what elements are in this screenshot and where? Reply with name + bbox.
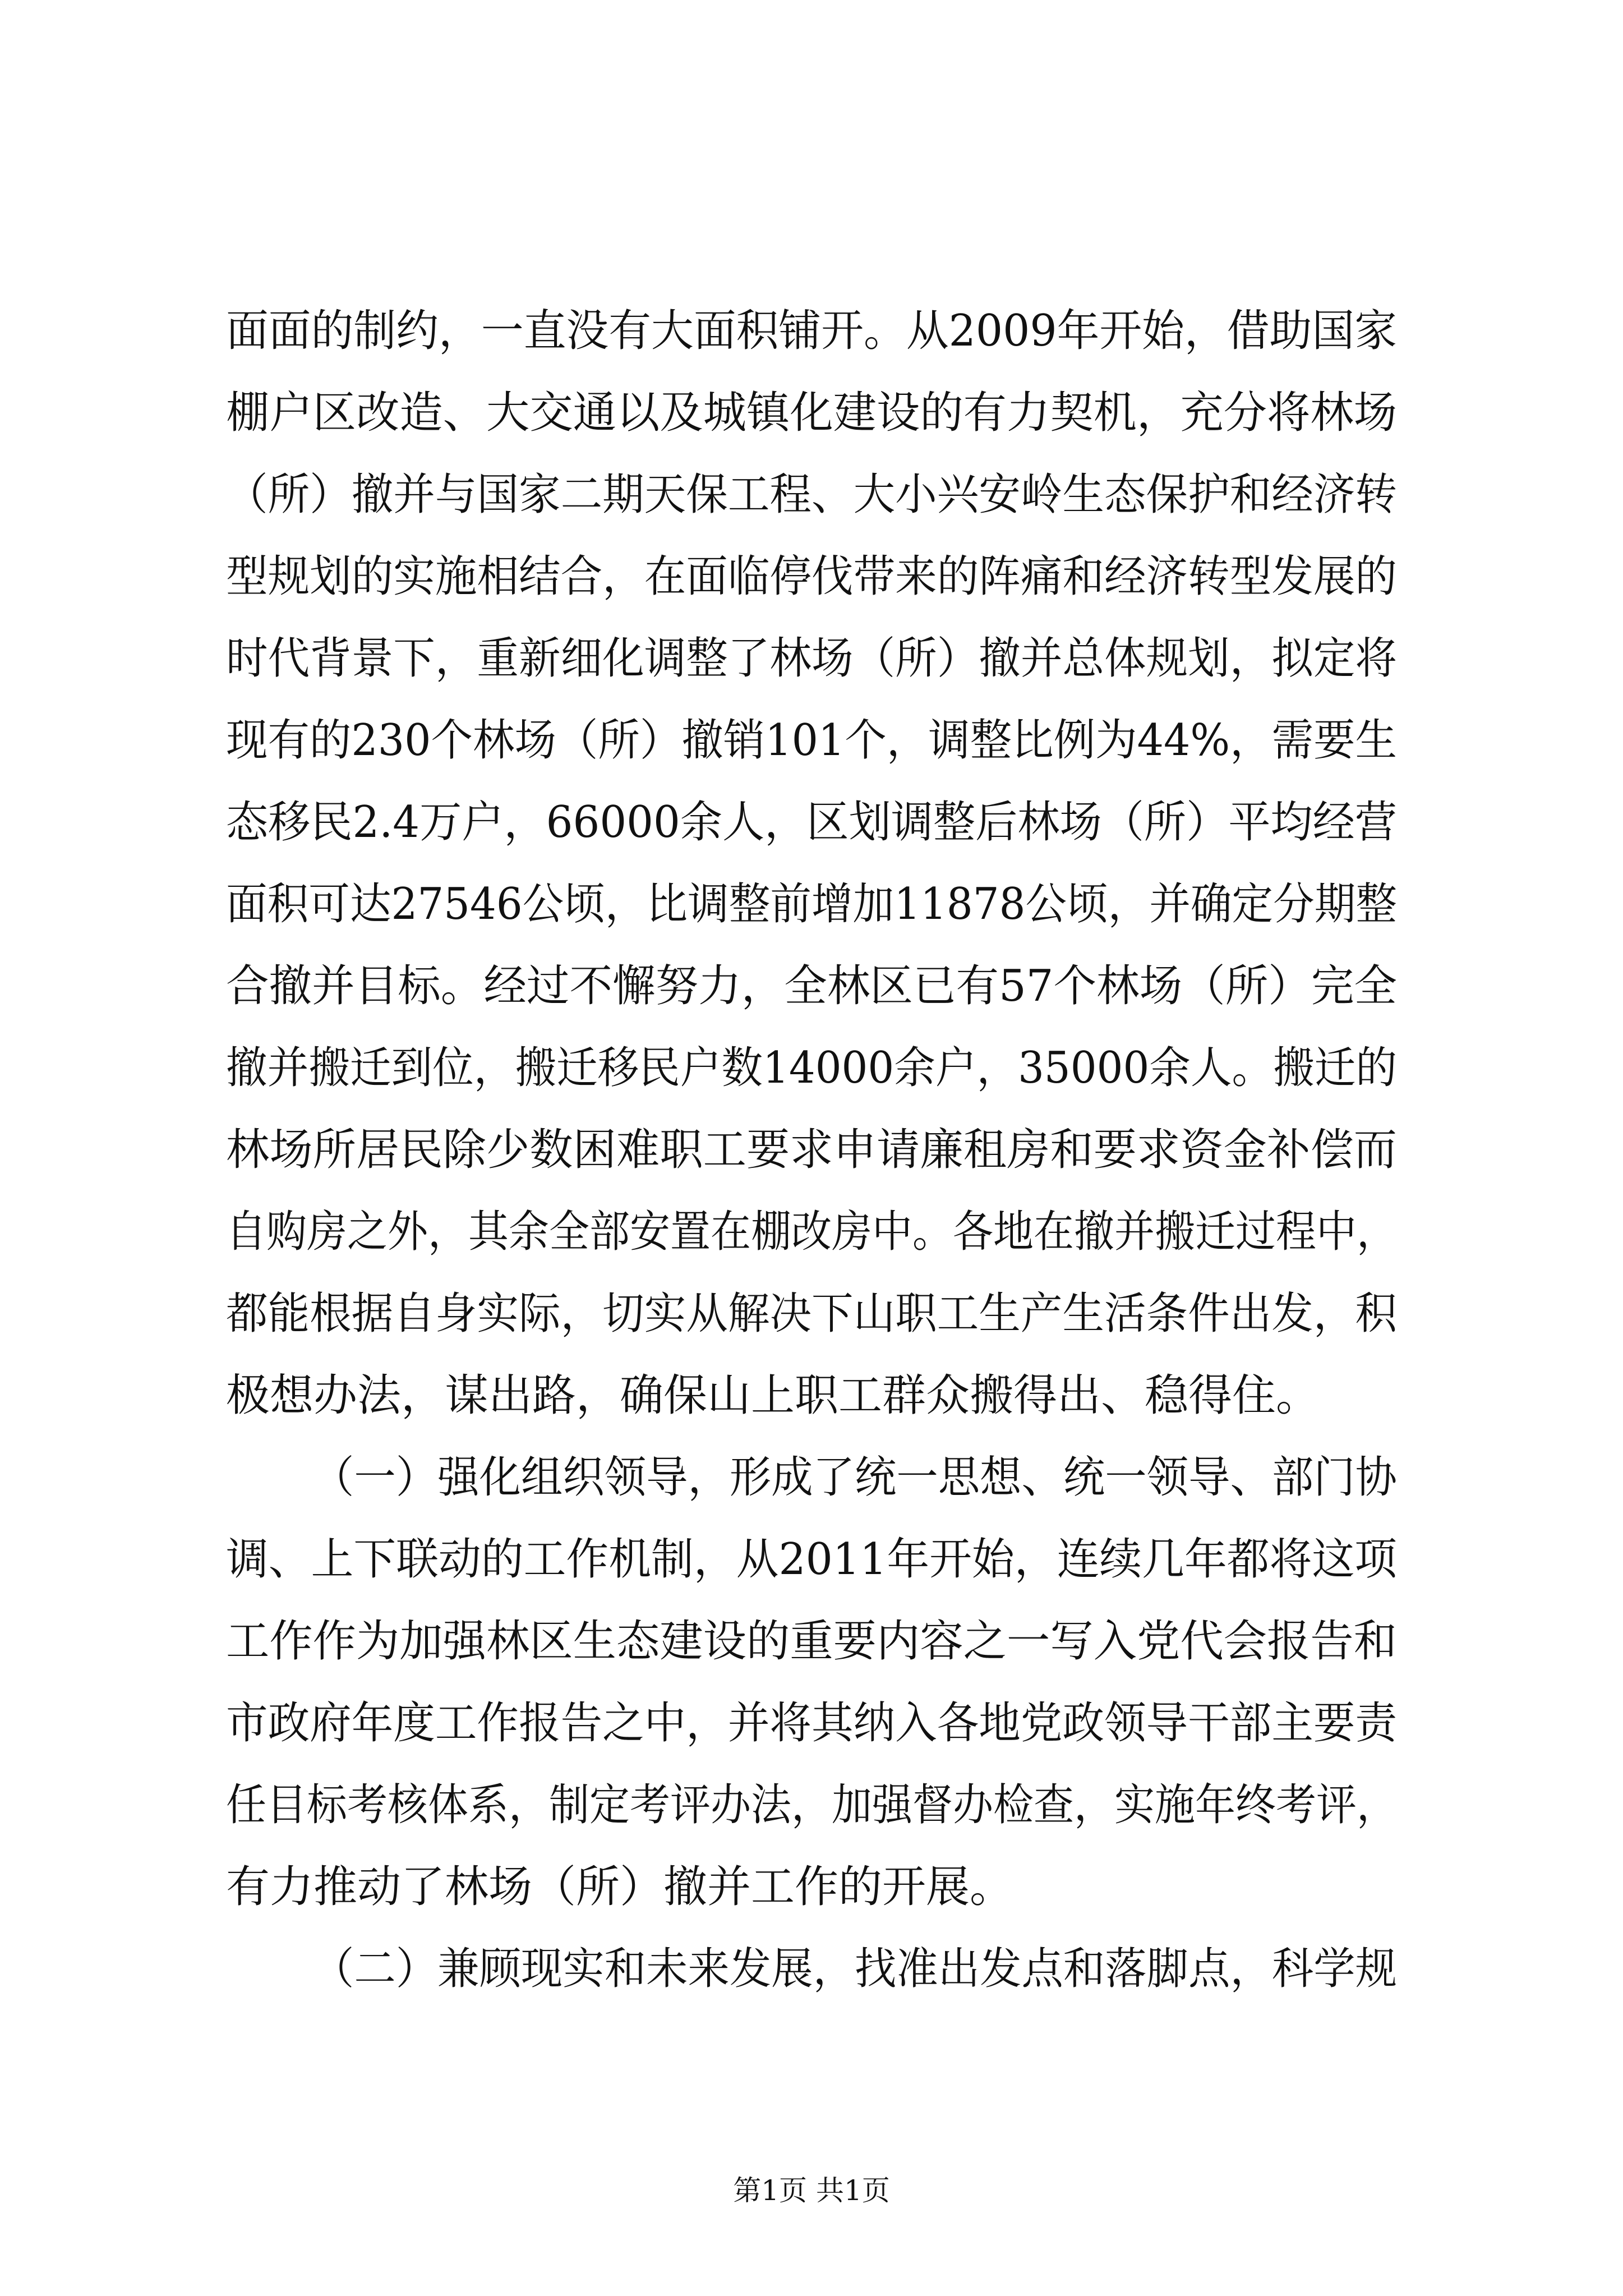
line-text: 棚户区改造、大交通以及城镇化建设的有力契机，充分将林场 [226, 388, 1397, 438]
line-text: （所）撤并与国家二期天保工程、大小兴安岭生态保护和经济转 [226, 470, 1397, 520]
text-line [0, 862, 1623, 946]
line-text: 现有的230个林场（所）撤销101个，调整比例为44%，需要生 [226, 715, 1397, 766]
line-text: 有力推动了林场（所）撤并工作的开展。 [226, 1862, 1014, 1912]
line-text: 任目标考核体系，制定考评办法，加强督办检查，实施年终考评， [226, 1780, 1397, 1830]
line-text: 都能根据自身实际，切实从解决下山职工生产生活条件出发，积 [226, 1289, 1397, 1339]
line-text: 时代背景下，重新细化调整了林场（所）撤并总体规划，拟定将 [226, 633, 1397, 684]
line-text: 极想办法，谋出路，确保山上职工群众搬得出、稳得住。 [226, 1370, 1320, 1421]
text-line [0, 1190, 1623, 1274]
text-line [0, 1599, 1623, 1683]
line-text: 撤并搬迁到位，搬迁移民户数14000余户，35000余人。搬迁的 [226, 1043, 1397, 1093]
text-line [0, 944, 1623, 1028]
line-text: 面面的制约，一直没有大面积铺开。从2009年开始，借助国家 [226, 306, 1397, 356]
text-line [0, 1681, 1623, 1765]
text-line [0, 1845, 1623, 1929]
text-line [0, 1026, 1623, 1110]
page-footer: 第1页 共1页 [733, 2174, 890, 2207]
line-text: 型规划的实施相结合，在面临停伐带来的阵痛和经济转型发展的 [226, 551, 1397, 602]
text-line [0, 371, 1623, 455]
text-line [0, 453, 1623, 537]
line-text: 面积可达27546公顷，比调整前增加11878公顷，并确定分期整 [226, 879, 1397, 930]
line-text: （二）兼顾现实和未来发展，找准出发点和落脚点，科学规 [312, 1944, 1397, 1994]
text-line [0, 535, 1623, 619]
text-line [0, 289, 1623, 373]
line-text: 工作作为加强林区生态建设的重要内容之一写入党代会报告和 [226, 1616, 1397, 1667]
line-text: 市政府年度工作报告之中，并将其纳入各地党政领导干部主要责 [226, 1698, 1397, 1749]
text-line [0, 1272, 1623, 1356]
text-line [0, 780, 1623, 864]
text-line [0, 698, 1623, 783]
line-text: 林场所居民除少数困难职工要求申请廉租房和要求资金补偿而 [226, 1125, 1397, 1175]
text-line [0, 1763, 1623, 1847]
text-line [0, 1354, 1623, 1438]
text-line [0, 1517, 1623, 1602]
line-text: 合撤并目标。经过不懈努力，全林区已有57个林场（所）完全 [226, 961, 1397, 1011]
text-line [0, 616, 1623, 701]
text-line [0, 1927, 1623, 2011]
line-text: 调、上下联动的工作机制，从2011年开始，连续几年都将这项 [226, 1534, 1397, 1585]
line-text: （一）强化组织领导，形成了统一思想、统一领导、部门协 [312, 1452, 1397, 1503]
line-text: 态移民2.4万户，66000余人，区划调整后林场（所）平均经营 [226, 797, 1397, 848]
line-text: 自购房之外，其余全部安置在棚改房中。各地在撤并搬迁过程中， [226, 1207, 1397, 1257]
text-line [0, 1108, 1623, 1192]
text-line [0, 1435, 1623, 1520]
